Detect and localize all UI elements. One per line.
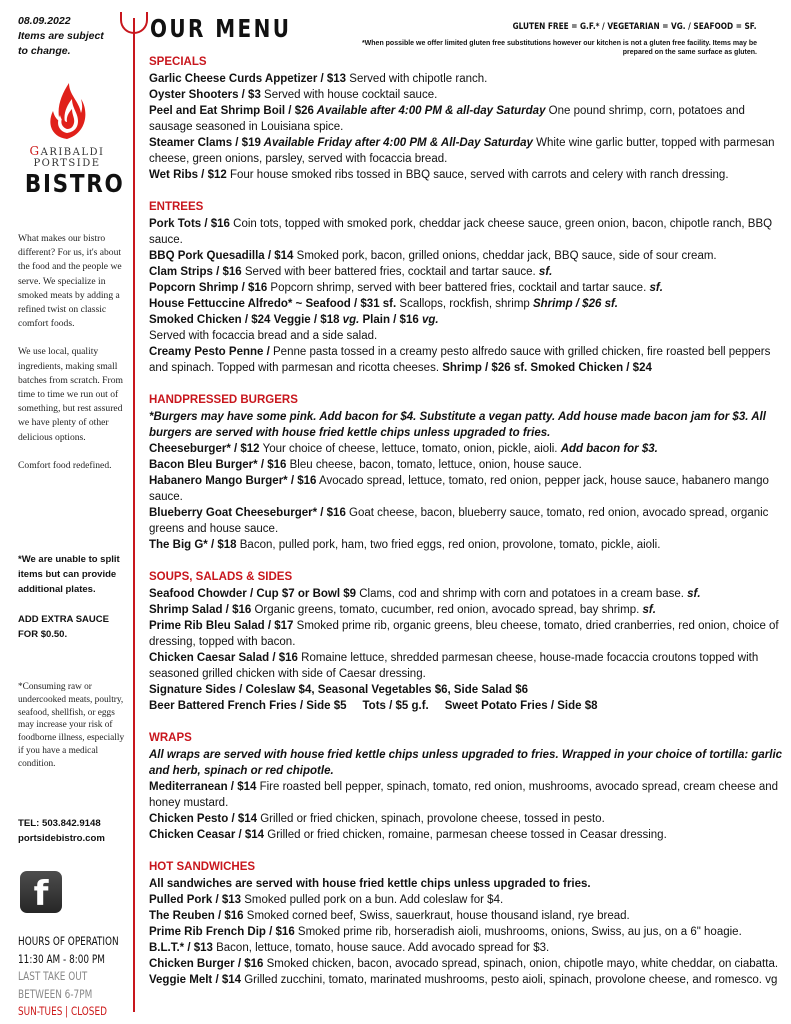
- menu-item: Chicken Ceasar / $14 Grilled or fried chicken, romaine, parmesan cheese tossed in Ceasar dressing.: [149, 829, 667, 841]
- menu-item: Smoked Chicken / $24 Veggie / $18 vg. Plain / $16 vg.: [149, 314, 439, 326]
- menu-item: Seafood Chowder / Cup $7 or Bowl $9 Clams, cod and shrimp with corn and potatoes in a cream base. sf.: [149, 588, 701, 600]
- diet-legend: GLUTEN FREE = G.F.* / VEGETARIAN = VG. / SEAFOOD = SF.: [512, 22, 757, 32]
- section-heading: HANDPRESSED BURGERS: [149, 394, 298, 406]
- section-soups-salads-sides: [149, 569, 785, 714]
- menu-item: Chicken Burger / $16 Smoked chicken, bacon, avocado spread, spinach, onion, chipotle mayo, white cheddar, on ciabatta.: [149, 958, 779, 970]
- menu-content: [149, 54, 785, 1004]
- bistro-logo: [18, 81, 125, 199]
- consumption-warning: *Consuming raw or undercooked meats, poultry, seafood, shellfish, or eggs may increase your risk of foodborne illness, especially if you have a medical condition.: [18, 682, 125, 769]
- split-note: *We are unable to split items but can provide additional plates.: [18, 554, 120, 595]
- menu-item: Clam Strips / $16 Served with beer battered fries, cocktail and tartar sauce. sf.: [149, 266, 553, 278]
- section-burgers: [149, 392, 785, 553]
- section-note: All sandwiches are served with house fried kettle chips unless upgraded to fries.: [149, 878, 591, 890]
- menu-item: B.L.T.* / $13 Bacon, lettuce, tomato, house sauce. Add avocado spread for $3.: [149, 942, 550, 954]
- menu-item: Shrimp Salad / $16 Organic greens, tomato, cucumber, red onion, avocado spread, bay shrimp. sf.: [149, 604, 656, 616]
- section-heading: ENTREES: [149, 201, 204, 213]
- ordering-notes: [18, 552, 130, 657]
- menu-item: Habanero Mango Burger* / $16 Avocado spread, lettuce, tomato, red onion, pepper jack, house sauce, habanero mango sauce.: [149, 475, 769, 503]
- menu-item: Blueberry Goat Cheeseburger* / $16 Goat cheese, bacon, blueberry sauce, tomato, red onion, avocado spread, organic greens and house sauce.: [149, 507, 769, 535]
- date-note: 08.09.2022 Items are subject to change.: [18, 14, 130, 59]
- section-heading: WRAPS: [149, 732, 192, 744]
- logo-name-line2: PORTSIDE: [33, 158, 101, 169]
- menu-item: Steamer Clams / $19 Available Friday after 4:00 PM & All-Day Saturday White wine garlic butter, topped with parmesan cheese, green onions, parsley, served with focaccia bread.: [149, 137, 775, 165]
- menu-item: The Reuben / $16 Smoked corned beef, Swiss, sauerkraut, house thousand island, rye bread.: [149, 910, 630, 922]
- menu-item: Peel and Eat Shrimp Boil / $26 Available after 4:00 PM & all-day Saturday One pound shrimp, corn, potatoes and sausage seasoned in Louisiana spice.: [149, 105, 745, 133]
- menu-item: Chicken Caesar Salad / $16 Romaine lettuce, shredded parmesan cheese, house-made focaccia croutons topped with seasoned grilled chicken with side of Caesar dressing.: [149, 652, 759, 680]
- about-text: What makes our bistro different? For us, it's about the food and the people we serve. We specialize in smoked meats by adding a refined twist on classic comfort foods. We use local, quality ingredients, making small batches from scratch. From time to time we run out of something, but rest assured we have plenty of other delicious options. Comfort food redefined.: [18, 233, 123, 471]
- sauce-note: ADD EXTRA SAUCE FOR $0.50.: [18, 614, 109, 640]
- page-title: OUR MENU: [150, 14, 292, 43]
- menu-item: Creamy Pesto Penne / Penne pasta tossed in a creamy pesto alfredo sauce with grilled chicken, fire roasted bell peppers and spinach. Topped with parmesan and ricotta cheeses. Shrimp / $26 sf. Smoked Chicken / $24: [149, 346, 771, 374]
- flame-icon: [45, 81, 89, 141]
- section-note: *Burgers may have some pink. Add bacon for $4. Substitute a vegan patty. Add house made bacon jam for $3. All burgers are served with house fried kettle chips unless upgraded to fries.: [149, 411, 766, 439]
- vertical-divider: [133, 18, 135, 1012]
- menu-item: Oyster Shooters / $3 Served with house cocktail sauce.: [149, 89, 438, 101]
- menu-item-desc: Served with focaccia bread and a side salad.: [149, 330, 378, 342]
- sidebar: [18, 14, 130, 1018]
- section-heading: SOUPS, SALADS & SIDES: [149, 571, 293, 583]
- menu-item: Prime Rib Bleu Salad / $17 Smoked prime rib, organic greens, bleu cheese, tomato, dried cranberries, red onion, choice of dressing, topped with bacon.: [149, 620, 779, 648]
- hours-of-operation: HOURS OF OPERATION 11:30 AM - 8:00 PM LAST TAKE OUT BETWEEN 6-7PM SUN-TUES | CLOSED: [18, 933, 114, 1021]
- sides-line: Beer Battered French Fries / Side $5 Tots / $5 g.f. Sweet Potato Fries / Side $8: [149, 700, 598, 712]
- menu-item: Popcorn Shrimp / $16 Popcorn shrimp, served with beer battered fries, cocktail and tartar sauce. sf.: [149, 282, 663, 294]
- section-specials: [149, 54, 785, 183]
- contact-info: [18, 816, 130, 846]
- menu-item: The Big G* / $18 Bacon, pulled pork, ham, two fried eggs, red onion, provolone, tomato, pickle, aioli.: [149, 539, 661, 551]
- menu-item: BBQ Pork Quesadilla / $14 Smoked pork, bacon, grilled onions, cheddar jack, BBQ sauce, side of sour cream.: [149, 250, 717, 262]
- logo-name-line3: BISTRO: [24, 169, 125, 198]
- menu-item: Mediterranean / $14 Fire roasted bell pepper, spinach, tomato, red onion, mushrooms, avocado spread, cream cheese and honey mustard.: [149, 781, 779, 809]
- menu-item: House Fettuccine Alfredo* ~ Seafood / $31 sf. Scallops, rockfish, shrimp Shrimp / $26 sf.: [149, 298, 618, 310]
- menu-item: Garlic Cheese Curds Appetizer / $13 Served with chipotle ranch.: [149, 73, 488, 85]
- section-hot-sandwiches: [149, 859, 785, 988]
- sides-line: Signature Sides / Coleslaw $4, Seasonal Vegetables $6, Side Salad $6: [149, 684, 529, 696]
- section-entrees: [149, 199, 785, 376]
- menu-item: Pork Tots / $16 Coin tots, topped with smoked pork, cheddar jack cheese sauce, green onion, bacon, chipotle ranch, BBQ sauce.: [149, 218, 773, 246]
- website-link[interactable]: portsidebistro.com: [18, 833, 105, 844]
- phone-number: TEL: 503.842.9148: [18, 818, 101, 829]
- section-heading: SPECIALS: [149, 56, 207, 68]
- menu-item: Wet Ribs / $12 Four house smoked ribs tossed in BBQ sauce, served with carrots and celery with ranch dressing.: [149, 169, 729, 181]
- facebook-icon[interactable]: f: [20, 871, 62, 913]
- menu-item: Veggie Melt / $14 Grilled zucchini, tomato, marinated mushrooms, pesto aioli, spinach, provolone cheese, and romesco. vg: [149, 974, 778, 986]
- logo-name-line1: GARIBALDI: [29, 144, 105, 158]
- section-wraps: [149, 730, 785, 843]
- section-note: All wraps are served with house fried kettle chips unless upgraded to fries. Wrapped in your choice of tortilla: garlic and herb, spinach or red chipotle.: [149, 749, 783, 777]
- menu-item: Chicken Pesto / $14 Grilled or fried chicken, spinach, provolone cheese, tossed in pesto.: [149, 813, 605, 825]
- menu-date: 08.09.2022: [18, 15, 71, 27]
- menu-item: Cheeseburger* / $12 Your choice of cheese, lettuce, tomato, onion, pickle, aioli. Add bacon for $3.: [149, 443, 658, 455]
- gluten-free-note: *When possible we offer limited gluten free substitutions however our kitchen is not a gluten free facility. Items may be prepared on the same surface as gluten.: [361, 40, 757, 56]
- menu-item: Pulled Pork / $13 Smoked pulled pork on a bun. Add coleslaw for $4.: [149, 894, 504, 906]
- menu-item: Bacon Bleu Burger* / $16 Bleu cheese, bacon, tomato, lettuce, onion, house sauce.: [149, 459, 582, 471]
- menu-item: Prime Rib French Dip / $16 Smoked prime rib, horseradish aioli, mushrooms, onions, Swiss, au jus, on a 6" hoagie.: [149, 926, 742, 938]
- section-heading: HOT SANDWICHES: [149, 861, 256, 873]
- closed-days: SUN-TUES | CLOSED: [18, 1004, 107, 1018]
